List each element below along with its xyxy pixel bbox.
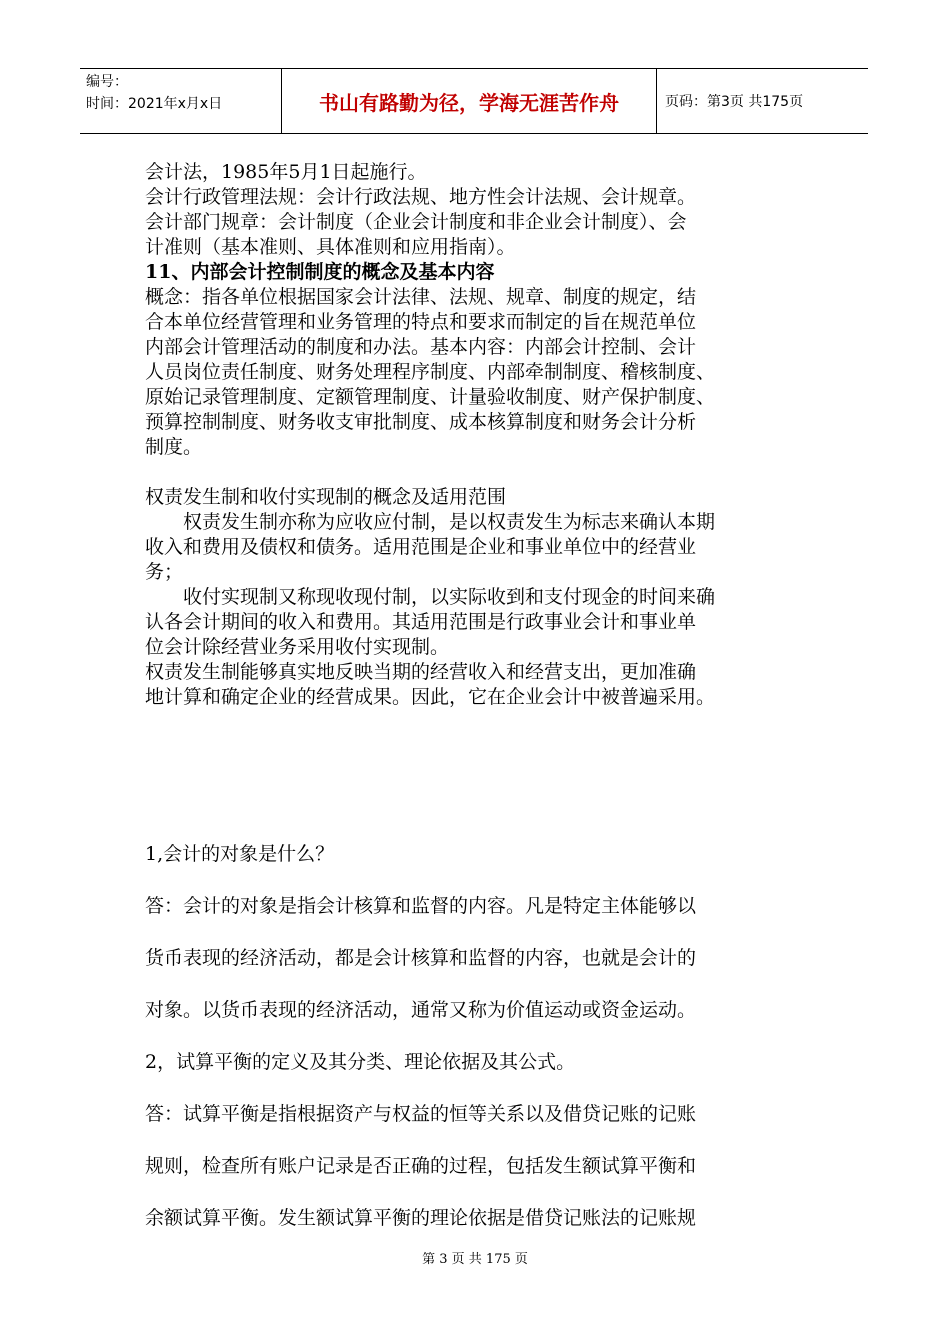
answer-line: 对象。以货币表现的经济活动，通常又称为价值运动或资金运动。	[145, 999, 697, 1021]
page-header	[80, 68, 868, 134]
section-heading: 11、内部会计控制制度的概念及基本内容	[145, 261, 495, 283]
body-section-1	[145, 160, 825, 710]
answer-line: 答：试算平衡是指根据资产与权益的恒等关系以及借贷记账的记账	[145, 1103, 697, 1125]
text-line: 内部会计管理活动的制度和办法。基本内容：内部会计控制、会计	[145, 336, 697, 358]
text-line: 原始记录管理制度、定额管理制度、计量验收制度、财产保护制度、	[145, 386, 716, 408]
answer-line: 余额试算平衡。发生额试算平衡的理论依据是借贷记账法的记账规	[145, 1207, 697, 1229]
text-line: 概念：指各单位根据国家会计法律、法规、规章、制度的规定，结	[145, 286, 697, 308]
text-line: 务；	[145, 561, 184, 583]
text-line: 收入和费用及债权和债务。适用范围是企业和事业单位中的经营业	[145, 536, 697, 558]
body-section-2	[145, 828, 825, 1244]
question-line: 1,会计的对象是什么？	[145, 843, 335, 865]
text-line: 制度。	[145, 436, 203, 458]
text-line: 计准则（基本准则、具体准则和应用指南）。	[145, 236, 516, 258]
text-line: 会计行政管理法规：会计行政法规、地方性会计法规、会计规章。	[145, 186, 697, 208]
header-meta	[80, 69, 282, 133]
page-footer: 第 3 页 共 175 页	[422, 1252, 528, 1267]
answer-line: 货币表现的经济活动，都是会计核算和监督的内容，也就是会计的	[145, 947, 697, 969]
text-line: 人员岗位责任制度、财务处理程序制度、内部牵制制度、稽核制度、	[145, 361, 716, 383]
text-line: 权责发生制亦称为应收应付制，是以权责发生为标志来确认本期	[183, 511, 716, 533]
text-line: 会计法，1985年5月1日起施行。	[145, 161, 427, 183]
text-line: 预算控制制度、财务收支审批制度、成本核算制度和财务会计分析	[145, 411, 697, 433]
text-line: 收付实现制又称现收现付制，以实际收到和支付现金的时间来确	[183, 586, 716, 608]
text-line: 位会计除经营业务采用收付实现制。	[145, 636, 450, 658]
date-label: 时间：2021年x月x日	[86, 96, 223, 112]
section-heading: 权责发生制和收付实现制的概念及适用范围	[145, 486, 507, 508]
number-label: 编号：	[86, 74, 128, 90]
answer-line: 规则，检查所有账户记录是否正确的过程，包括发生额试算平衡和	[145, 1155, 697, 1177]
text-line: 合本单位经营管理和业务管理的特点和要求而制定的旨在规范单位	[145, 311, 697, 333]
header-page-label: 页码：第3页 共175页	[665, 94, 804, 110]
header-motto: 书山有路勤为径，学海无涯苦作舟	[282, 69, 657, 133]
text-line: 地计算和确定企业的经营成果。因此，它在企业会计中被普遍采用。	[145, 686, 716, 708]
text-line: 权责发生制能够真实地反映当期的经营收入和经营支出，更加准确	[145, 661, 697, 683]
answer-line: 答：会计的对象是指会计核算和监督的内容。凡是特定主体能够以	[145, 895, 697, 917]
text-line: 会计部门规章：会计制度（企业会计制度和非企业会计制度）、会	[145, 211, 687, 233]
text-line: 认各会计期间的收入和费用。其适用范围是行政事业会计和事业单	[145, 611, 697, 633]
spacer	[145, 460, 825, 485]
question-line: 2，试算平衡的定义及其分类、理论依据及其公式。	[145, 1051, 576, 1073]
